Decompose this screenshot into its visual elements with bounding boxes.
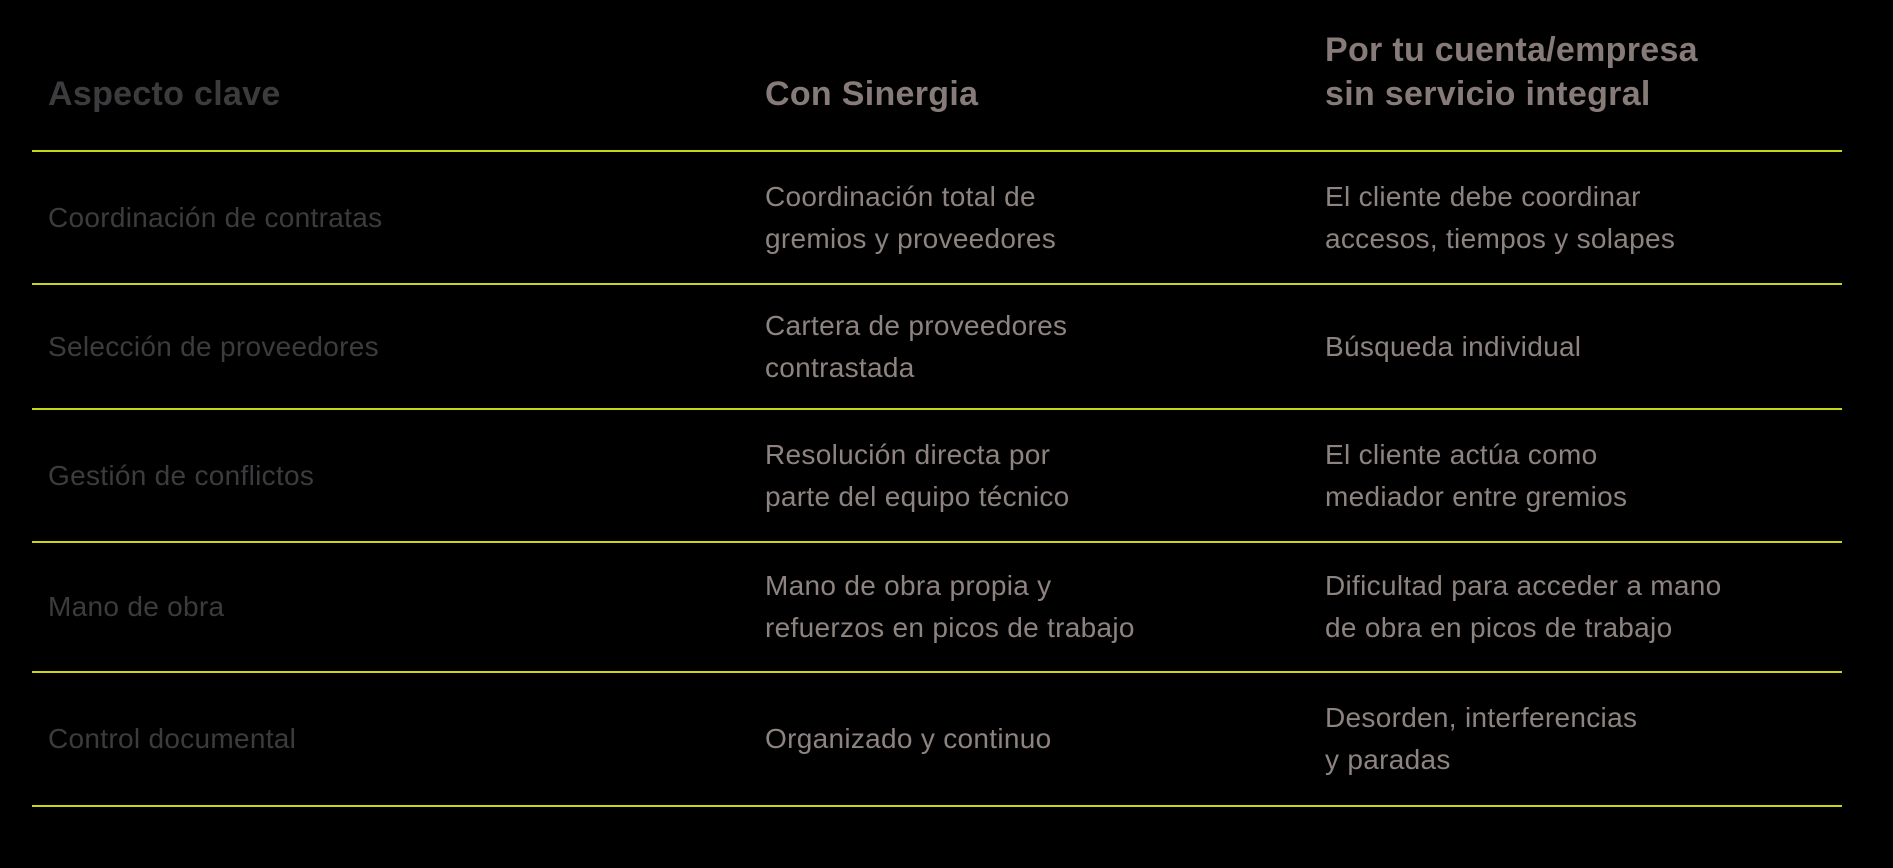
header-cell-sinergia <box>765 0 1325 150</box>
column-header-aspecto-clave: Aspecto clave <box>48 75 281 113</box>
table-row <box>32 543 1842 673</box>
aspect-label: Selección de proveedores <box>48 330 379 362</box>
aspect-cell <box>32 152 765 283</box>
aspect-label: Mano de obra <box>48 591 225 622</box>
cuenta-value: Búsqueda individual <box>1325 330 1582 362</box>
sinergia-value: Resolución directa por parte del equipo técnico <box>765 438 1070 512</box>
cuenta-value: Desorden, interferencias y paradas <box>1325 702 1638 775</box>
table-row <box>32 673 1842 807</box>
aspect-cell <box>32 285 765 408</box>
cuenta-cell <box>1325 543 1842 671</box>
table-row <box>32 285 1842 410</box>
cuenta-cell <box>1325 673 1842 805</box>
cuenta-cell <box>1325 152 1842 283</box>
sinergia-value: Coordinación total de gremios y proveedores <box>765 180 1057 254</box>
header-cell-aspect <box>32 0 765 150</box>
cuenta-value: Dificultad para acceder a mano de obra en picos de trabajo <box>1325 570 1722 643</box>
aspect-label: Coordinación de contratas <box>48 201 383 233</box>
sinergia-cell <box>765 543 1325 671</box>
header-cell-cuenta <box>1325 0 1842 150</box>
sinergia-cell <box>765 410 1325 541</box>
comparison-table <box>32 0 1842 807</box>
column-header-con-sinergia: Con Sinergia <box>765 75 979 113</box>
column-header-por-tu-cuenta <box>1325 28 1698 116</box>
aspect-cell <box>32 410 765 541</box>
aspect-label: Gestión de conflictos <box>48 459 315 491</box>
aspect-label: Control documental <box>48 723 297 754</box>
sinergia-value: Mano de obra propia y refuerzos en picos de trabajo <box>765 570 1135 643</box>
sinergia-value: Cartera de proveedores contrastada <box>765 309 1068 383</box>
sinergia-cell <box>765 673 1325 805</box>
table-row <box>32 152 1842 285</box>
cuenta-value: El cliente debe coordinar accesos, tiempos y solapes <box>1325 180 1676 254</box>
cuenta-cell <box>1325 285 1842 408</box>
aspect-cell <box>32 673 765 805</box>
header-line-1: Por tu cuenta/empresa <box>1325 31 1698 69</box>
table-row <box>32 410 1842 543</box>
table-header-row <box>32 0 1842 152</box>
header-line-2: sin servicio integral <box>1325 75 1651 113</box>
aspect-cell <box>32 543 765 671</box>
cuenta-cell <box>1325 410 1842 541</box>
cuenta-value: El cliente actúa como mediador entre gremios <box>1325 438 1628 512</box>
sinergia-cell <box>765 152 1325 283</box>
sinergia-value: Organizado y continuo <box>765 723 1052 754</box>
sinergia-cell <box>765 285 1325 408</box>
